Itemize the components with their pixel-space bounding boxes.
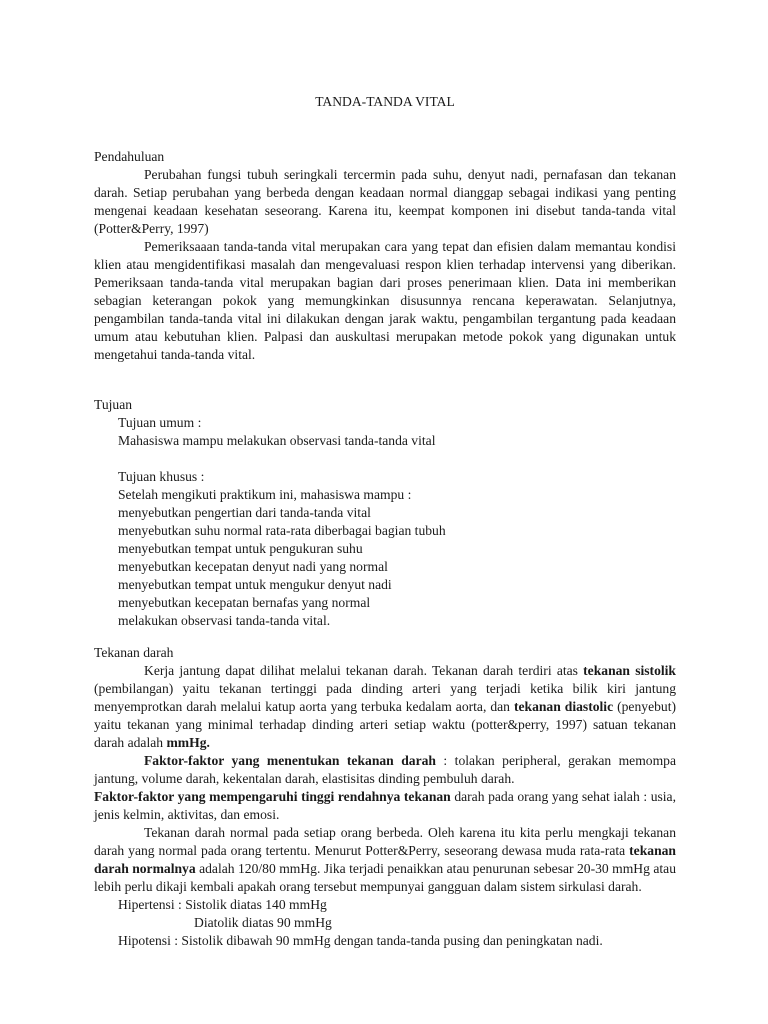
list-item: melakukan observasi tanda-tanda vital. <box>118 613 331 628</box>
document-title: TANDA-TANDA VITAL <box>315 94 455 109</box>
text-run: darah pada orang yang sehat ialah : usia, jenis kelmin, aktivitas, dan emosi. <box>94 789 676 822</box>
paragraph-pendahuluan-2: Pemeriksaaan tanda-tanda vital merupakan cara yang tepat dan efisien dalam memantau kondisi klien atau mengidentifikasi masalah dan mengevaluasi respon klien terhadap intervensi yang diberikan. Pemeriksaan tanda-tanda vital merupakan bagian dari proses penerimaan klien. Data ini memberikan sebagian keterangan pokok yang memungkinkan disusunnya rencana keperawatan. Selanjutnya, pengambilan tanda-tanda vital ini dilakukan dengan jarak waktu, pengambilan tergantung pada keadaan umum atau kebutuhan klien. Palpasi dan auskultasi merupakan metode pokok yang digunakan untuk mengetahui tanda-tanda vital. <box>94 239 676 362</box>
list-item: menyebutkan suhu normal rata-rata diberbagai bagian tubuh <box>118 523 446 538</box>
text-run: Kerja jantung dapat dilihat melalui tekanan darah. Tekanan darah terdiri atas <box>144 663 584 678</box>
text-run: Tekanan darah normal pada setiap orang berbeda. Oleh karena itu kita perlu mengkaji tekanan darah yang normal pada orang tertentu. Menurut Potter&Perry, seseorang dewasa muda rata-rata <box>94 825 676 858</box>
paragraph-pendahuluan-1: Perubahan fungsi tubuh seringkali tercermin pada suhu, denyut nadi, pernafasan dan tekanan darah. Setiap perubahan yang berbeda dengan keadaan normal dianggap sebagai indikasi yang penting mengenai keadaan kesehatan seseorang. Karena itu, keempat komponen ini disebut tanda-tanda vital (Potter&Perry, 1997) <box>94 167 676 236</box>
list-item: menyebutkan pengertian dari tanda-tanda vital <box>118 505 371 520</box>
section-pendahuluan <box>94 148 676 364</box>
text-run: (pembilangan) yaitu tekanan tertinggi pada dinding arteri yang terjadi ketika bilik kiri jantung menyemprotkan darah melalui katup aorta yang terbuka kedalam aorta, dan <box>94 681 676 714</box>
paragraph-tekanan-2 <box>94 752 676 788</box>
hipertensi-line-1: Hipertensi : Sistolik diatas 140 mmHg <box>118 897 327 912</box>
text-run: : tolakan peripheral, gerakan memompa jantung, volume darah, kekentalan darah, elastisitas dinding pembuluh darah. <box>94 753 676 786</box>
heading-pendahuluan: Pendahuluan <box>94 149 165 164</box>
heading-tujuan: Tujuan <box>94 397 133 412</box>
bold-term: mmHg. <box>166 735 210 750</box>
hipotensi-line: Hipotensi : Sistolik dibawah 90 mmHg dengan tanda-tanda pusing dan peningkatan nadi. <box>118 933 603 948</box>
tujuan-khusus-label: Tujuan khusus : <box>118 469 205 484</box>
bold-term: tekanan darah normalnya <box>94 843 676 876</box>
bold-term: tekanan sistolik <box>583 663 676 678</box>
paragraph-tekanan-1 <box>94 662 676 752</box>
tujuan-khusus-intro: Setelah mengikuti praktikum ini, mahasiswa mampu : <box>118 487 412 502</box>
hipertensi-line-2: Diatolik diatas 90 mmHg <box>194 915 332 930</box>
text-run: (penyebut) yaitu tekanan yang minimal terhadap dinding arteri setiap waktu (potter&perry, 1997) satuan tekanan darah adalah <box>94 699 676 750</box>
bold-term: Faktor-faktor yang mempengaruhi tinggi rendahnya tekanan <box>94 789 451 804</box>
tujuan-umum-text: Mahasiswa mampu melakukan observasi tanda-tanda vital <box>118 433 436 448</box>
text-run: adalah 120/80 mmHg. Jika terjadi penaikkan atau penurunan sebesar 20-30 mmHg atau lebih perlu dikaji kembali apakah orang tersebut mempunyai gangguan dalam sistem sirkulasi darah. <box>94 861 676 894</box>
list-item: menyebutkan tempat untuk pengukuran suhu <box>118 541 363 556</box>
section-tekanan-darah <box>94 644 676 950</box>
bold-term: Faktor-faktor yang menentukan tekanan darah <box>144 753 436 768</box>
list-item: menyebutkan tempat untuk mengukur denyut nadi <box>118 577 392 592</box>
paragraph-tekanan-3 <box>94 788 676 824</box>
list-item: menyebutkan kecepatan bernafas yang normal <box>118 595 371 610</box>
heading-tekanan-darah: Tekanan darah <box>94 645 174 660</box>
paragraph-tekanan-4 <box>94 824 676 896</box>
section-tujuan <box>94 396 676 630</box>
tujuan-umum-label: Tujuan umum : <box>118 415 202 430</box>
list-item: menyebutkan kecepatan denyut nadi yang normal <box>118 559 388 574</box>
bold-term: tekanan diastolic <box>513 699 614 714</box>
